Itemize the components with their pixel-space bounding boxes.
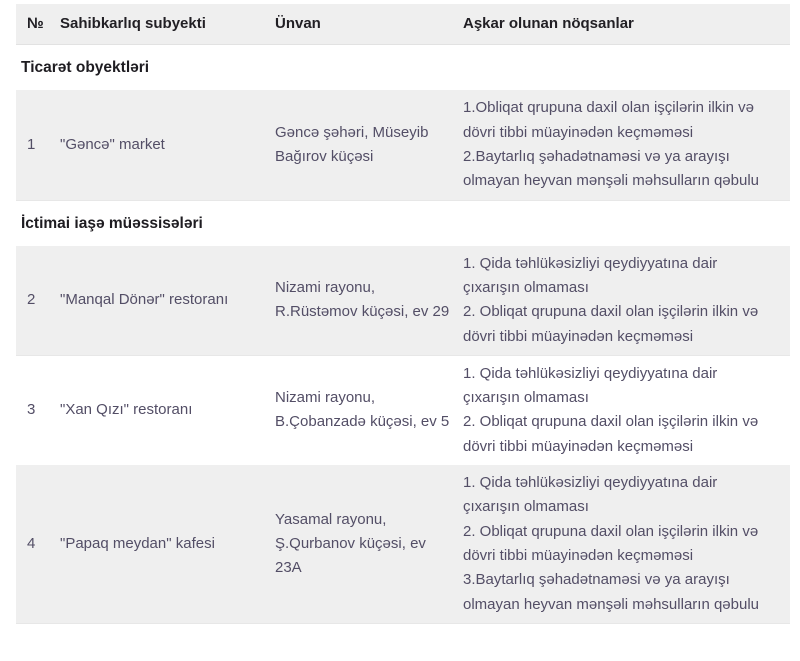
table-row-3 (16, 355, 790, 465)
section-title: İctimai iaşə müəssisələri (16, 200, 790, 246)
issue-item: 3.Baytarlıq şəhadətnaməsi və ya arayışı olmayan heyvan mənşəli məhsulların qəbulu (463, 571, 760, 613)
issues-cell (463, 465, 790, 623)
row-number-cell: 3 (16, 355, 60, 465)
column-header-address: Ünvan (275, 4, 463, 45)
inspection-table (16, 4, 790, 624)
issues-cell (463, 355, 790, 465)
issue-item: 1. Qida təhlükəsizliyi qeydiyyatına dair çıxarışın olmaması (463, 474, 718, 516)
issue-item: 2. Obliqat qrupuna daxil olan işçilərin ilkin və dövri tibbi müayinədən keçməməsi (463, 413, 759, 455)
column-header-number: № (16, 4, 60, 45)
issues-cell (463, 90, 790, 200)
address-cell: Yasamal rayonu, Ş.Qurbanov küçəsi, ev 23A (275, 465, 463, 623)
address-cell: Nizami rayonu, R.Rüstəmov küçəsi, ev 29 (275, 246, 463, 356)
section-title: Ticarət obyektləri (16, 45, 790, 91)
subject-cell: "Gəncə" market (60, 90, 275, 200)
column-header-subject: Sahibkarlıq subyekti (60, 4, 275, 45)
address-cell: Nizami rayonu, B.Çobanzadə küçəsi, ev 5 (275, 355, 463, 465)
issue-item: 1. Qida təhlükəsizliyi qeydiyyatına dair çıxarışın olmaması (463, 254, 718, 296)
column-header-issues: Aşkar olunan nöqsanlar (463, 4, 790, 45)
issue-item: 2. Obliqat qrupuna daxil olan işçilərin ilkin və dövri tibbi müayinədən keçməməsi (463, 522, 759, 564)
subject-cell: "Xan Qızı" restoranı (60, 355, 275, 465)
address-cell: Gəncə şəhəri, Müseyib Bağırov küçəsi (275, 90, 463, 200)
row-number-cell: 2 (16, 246, 60, 356)
table-row-2 (16, 246, 790, 356)
row-number-cell: 1 (16, 90, 60, 200)
subject-cell: "Manqal Dönər" restoranı (60, 246, 275, 356)
section-header-trade (16, 45, 790, 91)
table-row-1 (16, 90, 790, 200)
table-row-4 (16, 465, 790, 623)
subject-cell: "Papaq meydan" kafesi (60, 465, 275, 623)
issue-item: 1.Obliqat qrupuna daxil olan işçilərin ilkin və dövri tibbi müayinədən keçməməsi (463, 99, 754, 141)
issues-cell (463, 246, 790, 356)
issue-item: 2. Obliqat qrupuna daxil olan işçilərin ilkin və dövri tibbi müayinədən keçməməsi (463, 303, 759, 345)
table-header-row (16, 4, 790, 45)
issue-item: 2.Baytarlıq şəhadətnaməsi və ya arayışı olmayan heyvan mənşəli məhsulların qəbulu (463, 148, 760, 190)
issue-item: 1. Qida təhlükəsizliyi qeydiyyatına dair çıxarışın olmaması (463, 364, 718, 407)
section-header-catering (16, 200, 790, 246)
row-number-cell: 4 (16, 465, 60, 623)
